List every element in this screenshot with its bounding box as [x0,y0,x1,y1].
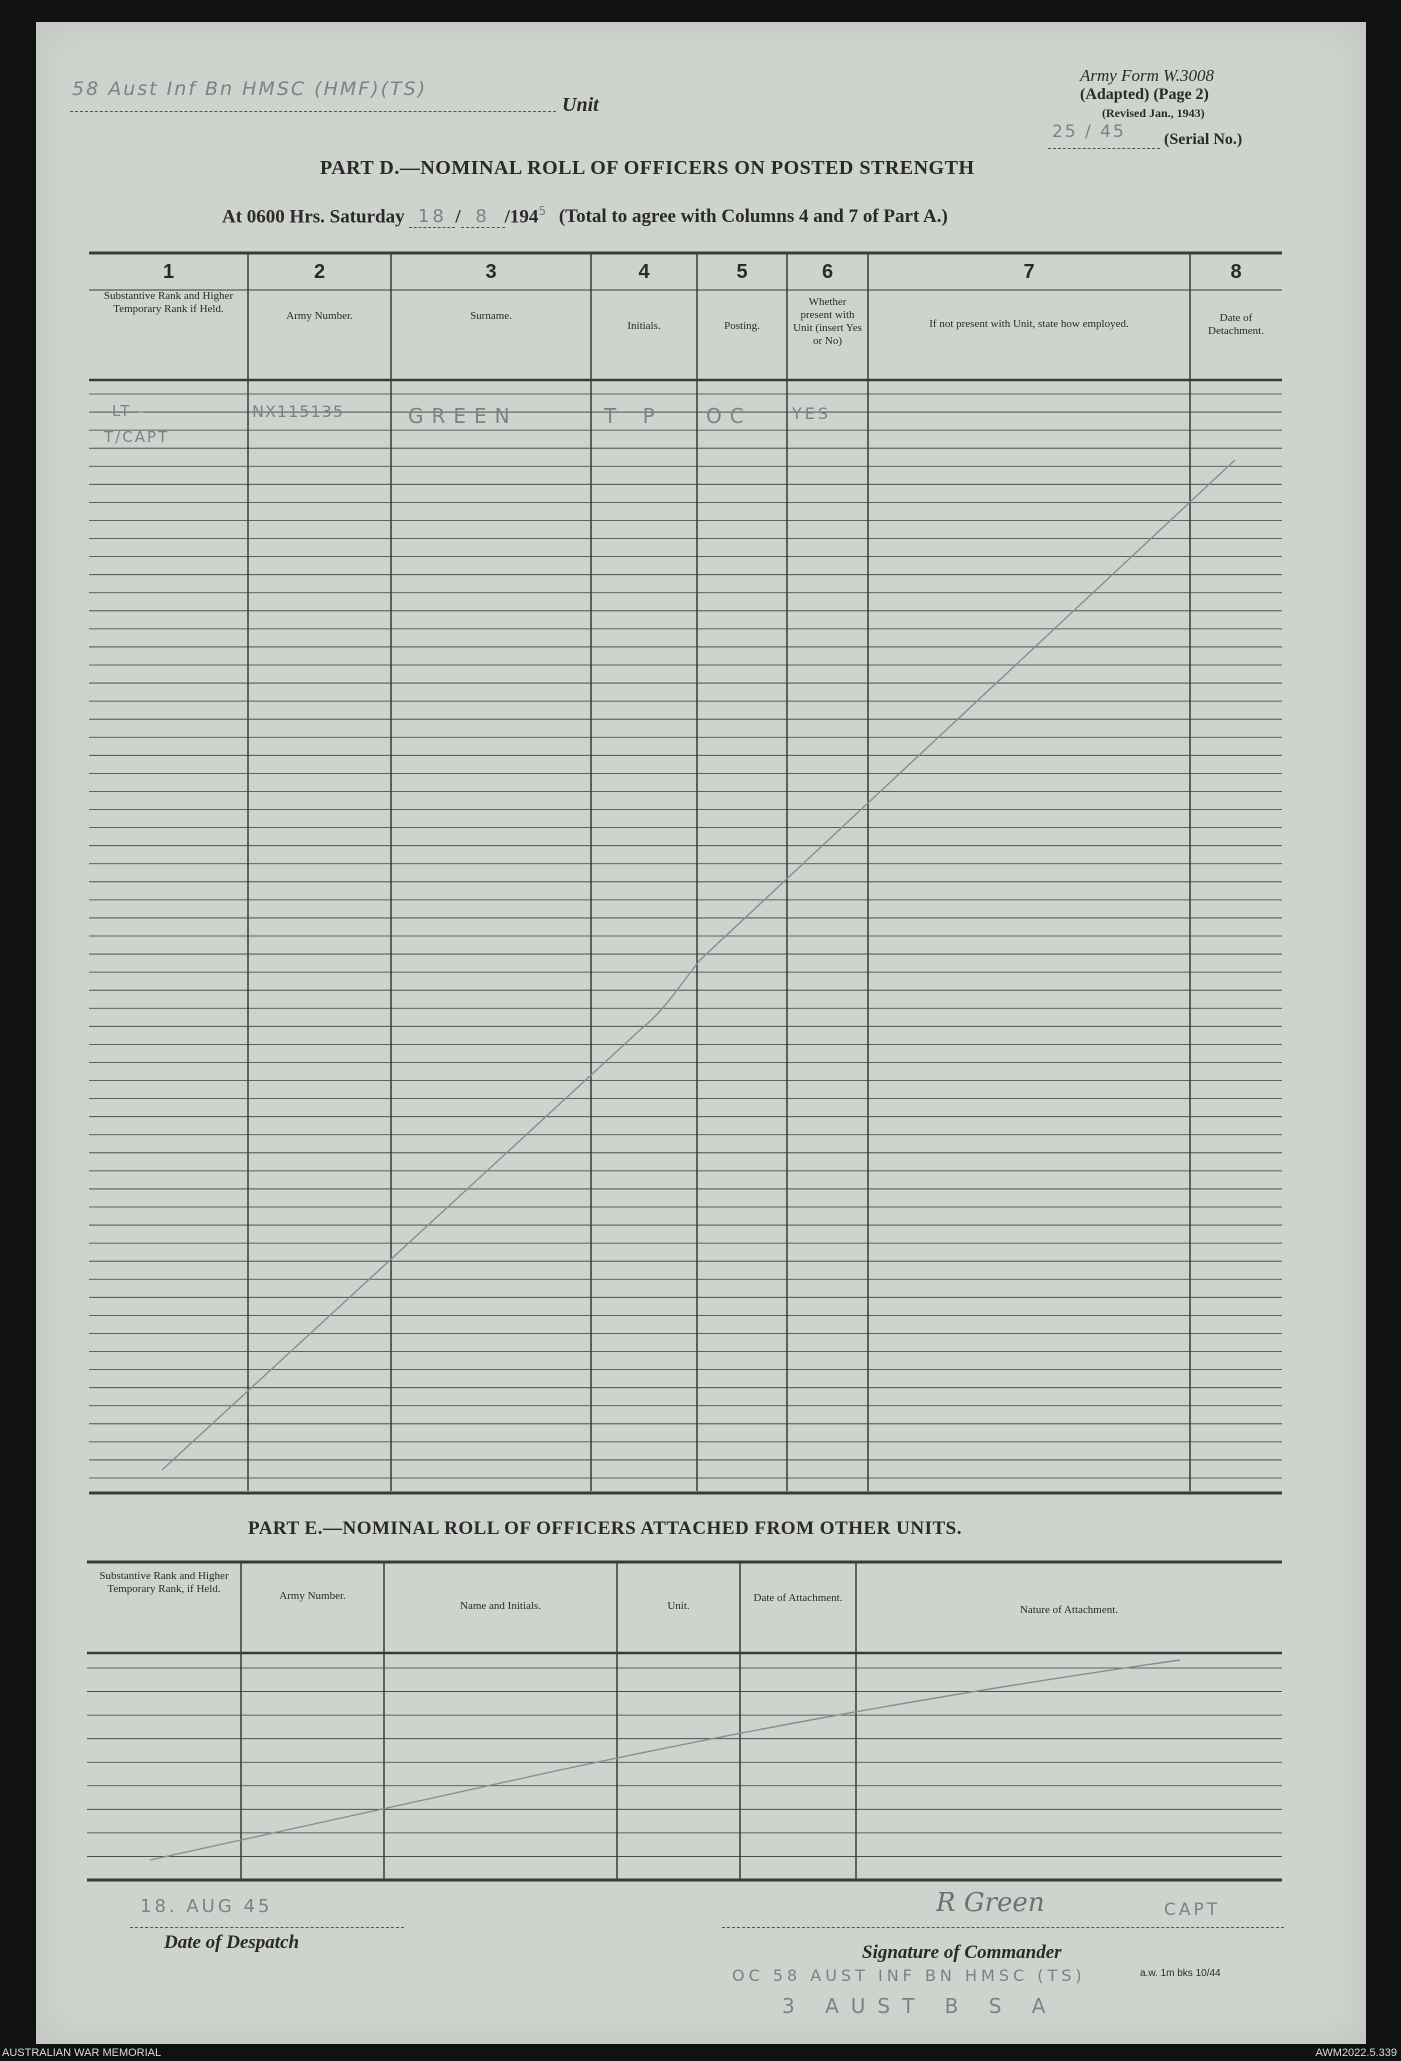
part-d-column-header: If not present with Unit, state how employed. [929,318,1129,330]
row1-posting: OC [706,404,752,428]
signature-label: Signature of Commander [862,1942,1062,1963]
part-e-column-header: Substantive Rank and Higher Temporary Rank, if Held. [99,1570,229,1595]
part-d-column-number: 7 [1023,261,1035,283]
total-note: (Total to agree with Columns 4 and 7 of Part A.) [558,206,948,228]
part-e-column-header: Unit. [667,1600,690,1612]
archive-credit: AUSTRALIAN WAR MEMORIAL [2,2047,162,2059]
date-prefix: At 0600 Hrs. Saturday [222,206,405,228]
row1-surname: GREEN [408,404,518,428]
row1-rank-temp: T/CAPT [104,428,170,446]
row1-rank: LT - [112,402,146,420]
part-d-column-header: Whether present with Unit (insert Yes or No) [793,296,862,347]
date-line: At 0600 Hrs. Saturday 18 / 8 $/194^5$ (Total to agree with Columns 4 and 7 of Part A.) [222,204,948,228]
serial-label: (Serial No.) [1164,131,1243,148]
row1-army-number: NX115135 [252,402,345,421]
despatch-date-handwritten: 18. AUG 45 [140,1896,273,1917]
cancel-stroke-part-d [162,460,1235,1470]
unit-handwritten: 58 Aust Inf Bn HMSC (HMF)(TS) [72,78,428,100]
commander-unit-line1: OC 58 AUST INF BN HMSC (TS) [732,1966,1086,1985]
unit-label: Unit [562,94,599,116]
part-e-column-header: Nature of Attachment. [1019,1604,1119,1616]
row1-initials: T P [604,404,665,428]
part-d-column-number: 3 [485,261,497,283]
despatch-label: Date of Despatch [164,1932,300,1953]
army-form-number: Army Form W.3008 [1080,66,1214,85]
form-revised-date: (Revised Jan., 1943) [1102,106,1205,120]
part-d-column-number: 6 [821,261,834,283]
part-d-column-header: Substantive Rank and Higher Temporary Rank if Held. [103,290,234,315]
date-day-handwritten: 18 [409,206,455,228]
part-d-column-header: Surname. [470,310,512,322]
form-adapted-page: (Adapted) (Page 2) [1080,86,1209,103]
date-month-handwritten: 8 [461,206,505,228]
cancel-stroke-part-e [150,1660,1180,1860]
part-e-column-header: Army Number. [279,1590,346,1602]
part-e-column-header: Date of Attachment. [753,1592,843,1604]
part-d-column-number: 2 [313,261,326,283]
date-year-print: /194 [504,206,539,228]
commander-unit-line2: 3 AUST B S A [782,1994,1058,2018]
part-d-column-header: Initials. [627,320,661,332]
part-e-title: PART E.—NOMINAL ROLL OF OFFICERS ATTACHED FROM OTHER UNITS. [248,1518,962,1539]
signature-rank: CAPT [1164,1900,1221,1920]
part-e-column-header: Name and Initials. [460,1600,541,1612]
despatch-underline [130,1927,404,1928]
part-d-column-header: Army Number. [286,310,353,322]
date-year-handwritten: 5 [538,204,547,218]
serial-number-handwritten: 25 / 45 [1052,122,1126,142]
part-d-column-number: 8 [1230,261,1242,283]
commander-signature: R Green [936,1888,1045,1918]
archive-reference: AWM2022.5.339 [1315,2047,1397,2059]
part-d-column-header: Posting. [724,320,760,332]
signature-underline [722,1927,1284,1928]
part-d-title: PART D.—NOMINAL ROLL OF OFFICERS ON POSTED STRENGTH [320,157,975,179]
row1-present: YES [792,404,832,423]
part-d-column-number: 4 [638,261,650,283]
part-d-column-header: Date of Detachment. [1208,312,1264,337]
part-d-column-number: 5 [736,261,748,283]
part-d-column-number: 1 [162,261,175,283]
print-code: a.w. 1m bks 10/44 [1140,1968,1221,1979]
